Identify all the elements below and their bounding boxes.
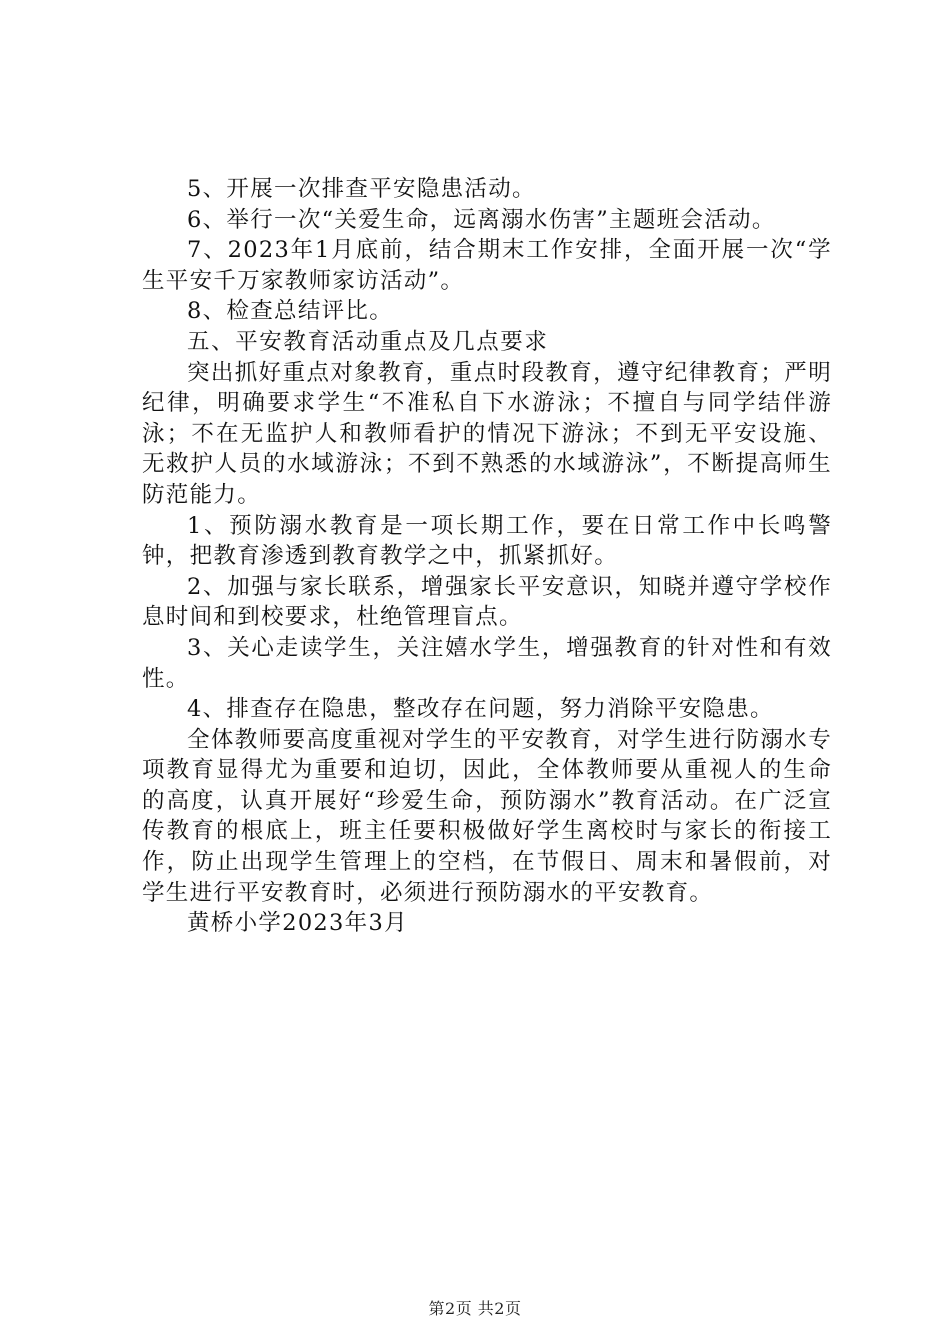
requirement-item-2: 2、加强与家长联系，增强家长平安意识，知晓并遵守学校作息时间和到校要求，杜绝管理盲点。 <box>142 573 832 631</box>
paragraph-key-points: 突出抓好重点对象教育，重点时段教育，遵守纪律教育；严明纪律，明确要求学生“不准私自下水游泳；不擅自与同学结伴游泳；不在无监护人和教师看护的情况下游泳；不到无平安设施、无救护人员的水域游泳；不到不熟悉的水域游泳”，不断提高师生防范能力。 <box>142 359 832 508</box>
requirement-item-4: 4、排查存在隐患，整改存在问题，努力消除平安隐患。 <box>187 696 774 723</box>
paragraph-item-8: 8、检查总结评比。 <box>187 298 394 325</box>
requirement-item-1: 1、预防溺水教育是一项长期工作，要在日常工作中长鸣警钟，把教育渗透到教育教学之中，抓紧抓好。 <box>142 512 832 570</box>
paragraph-item-5: 5、开展一次排查平安隐患活动。 <box>187 176 536 202</box>
paragraph-conclusion: 全体教师要高度重视对学生的平安教育，对学生进行防溺水专项教育显得尤为重要和迫切，因此，全体教师要从重视人的生命的高度，认真开展好“珍爱生命，预防溺水”教育活动。在广泛宣传教育的根底上，班主任要积极做好学生离校时与家长的衔接工作，防止出现学生管理上的空档，在节假日、周末和暑假前，对学生进行平安教育时，必须进行预防溺水的平安教育。 <box>142 726 832 906</box>
paragraph-item-6: 6、举行一次“关爱生命，远离溺水伤害”主题班会活动。 <box>187 206 776 233</box>
paragraph-item-7: 7、2023年1月底前，结合期末工作安排，全面开展一次“学生平安千万家教师家访活动”。 <box>142 237 832 294</box>
requirement-item-3: 3、关心走读学生，关注嬉水学生，增强教育的针对性和有效性。 <box>142 634 832 692</box>
document-body <box>142 174 832 939</box>
page-number: 第2页 共2页 <box>428 1299 522 1318</box>
signature-line: 黄桥小学2023年3月 <box>187 910 408 937</box>
section-heading: 五、平安教育活动重点及几点要求 <box>187 328 549 355</box>
